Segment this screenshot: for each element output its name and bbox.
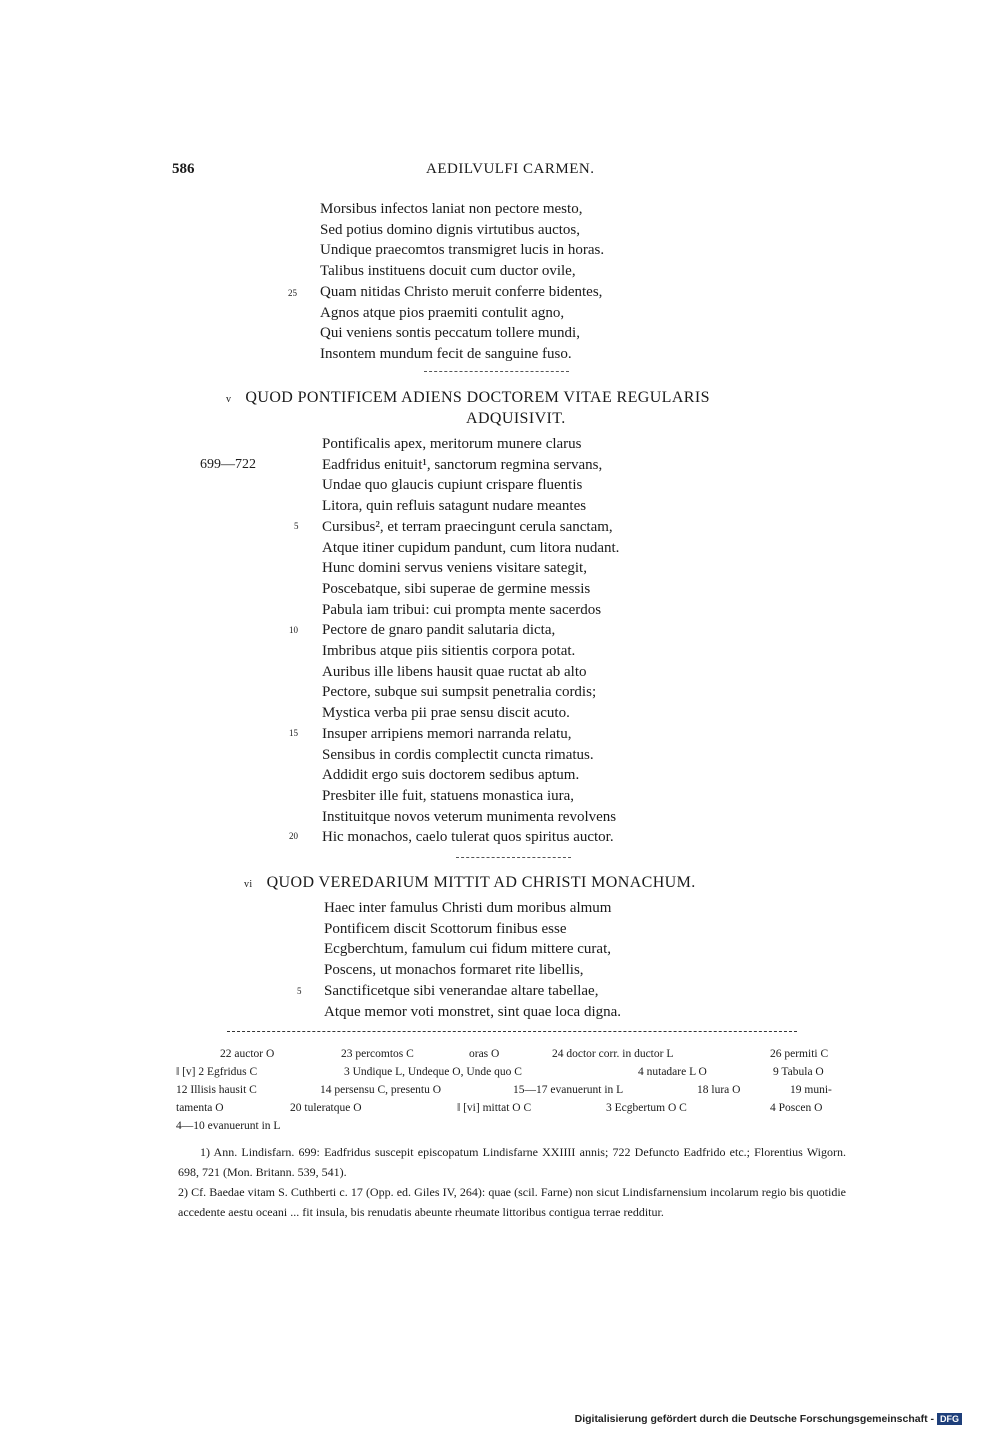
section-v-title-cont: ADQUISIVIT. xyxy=(466,410,566,427)
verse-line: Auribus ille libens hausit quae ructat ab alto xyxy=(322,663,587,680)
verse-block-iv xyxy=(320,199,604,365)
apparatus-entry: 4—10 evanuerunt in L xyxy=(176,1120,281,1132)
section-title-line: QUOD PONTIFICEM ADIENS DOCTOREM VITAE REGULARIS xyxy=(245,389,710,406)
verse-line: Insontem mundum fecit de sanguine fuso. xyxy=(320,345,572,362)
verse-line: Atque itiner cupidum pandunt, cum litora nudant. xyxy=(322,539,620,556)
apparatus-entry: 3 Ecgbertum O C xyxy=(606,1102,687,1114)
verse-block-vi xyxy=(324,898,621,1022)
apparatus-entry: 26 permiti C xyxy=(770,1048,829,1060)
apparatus-entry: 18 lura O xyxy=(697,1084,741,1096)
verse-line: Cursibus², et terram praecingunt cerula sanctam, xyxy=(322,518,613,535)
apparatus-entry: ‖ [v] 2 Egfridus C xyxy=(176,1066,258,1078)
line-number: 20 xyxy=(289,831,298,841)
apparatus-entry: 12 Illisis hausit C xyxy=(176,1084,257,1096)
line-number: 5 xyxy=(294,521,299,531)
verse-block-v xyxy=(322,434,619,848)
apparatus-entry: 4 nutadare L O xyxy=(638,1066,707,1078)
section-numeral: v xyxy=(226,394,232,405)
verse-line: Imbribus atque piis sitientis corpora potat. xyxy=(322,643,576,660)
apparatus-entry: 22 auctor O xyxy=(220,1048,275,1060)
verse-line: Sed potius domino dignis virtutibus auctos, xyxy=(320,221,581,238)
verse-line: Hic monachos, caelo tulerat quos spiritus auctor. xyxy=(322,829,614,846)
verse-line: Insuper arripiens memori narranda relatu, xyxy=(322,725,572,742)
apparatus-entry: 4 Poscen O xyxy=(770,1102,823,1114)
verse-line: Pontificalis apex, meritorum munere clarus xyxy=(322,436,582,452)
section-numeral: vi xyxy=(244,879,253,890)
digitization-footer xyxy=(575,1413,962,1425)
apparatus-entry: 15—17 evanuerunt in L xyxy=(513,1084,624,1096)
verse-line: Pectore, subque sui sumpsit penetralia cordis; xyxy=(322,684,597,701)
verse-line: Atque memor voti monstret, sint quae loca digna. xyxy=(324,1003,622,1020)
margin-date: 699—722 xyxy=(200,457,256,472)
apparatus-entry: 14 persensu C, presentu O xyxy=(320,1084,442,1096)
verse-line: Haec inter famulus Christi dum moribus almum xyxy=(324,900,612,916)
section-title-line: QUOD VEREDARIUM MITTIT AD CHRISTI MONACHUM. xyxy=(266,874,696,891)
section-separator xyxy=(424,371,569,372)
verse-line: Hunc domini servus veniens visitare sategit, xyxy=(322,560,587,577)
apparatus-entry: tamenta O xyxy=(176,1102,224,1114)
apparatus-entry: 3 Undique L, Undeque O, Unde quo C xyxy=(344,1066,522,1078)
running-title: AEDILVULFI CARMEN. xyxy=(426,161,595,177)
dfg-logo: DFG xyxy=(937,1413,962,1425)
section-vi-title xyxy=(244,874,696,892)
verse-line: Qui veniens sontis peccatum tollere mundi, xyxy=(320,325,580,342)
apparatus-entry: 19 muni- xyxy=(790,1084,832,1096)
verse-line: Eadfridus enituit¹, sanctorum regmina servans, xyxy=(322,456,603,473)
verse-line: Talibus instituens docuit cum ductor ovile, xyxy=(320,263,576,280)
verse-line: Addidit ergo suis doctorem sedibus aptum. xyxy=(322,767,580,784)
page-number: 586 xyxy=(172,161,195,177)
verse-line: Poscens, ut monachos formaret rite libellis, xyxy=(324,962,584,979)
verse-line: Quam nitidas Christo meruit conferre bidentes, xyxy=(320,283,603,300)
apparatus-row xyxy=(176,1099,848,1117)
apparatus-entry: 20 tuleratque O xyxy=(290,1102,362,1114)
verse-line: Ecgberchtum, famulum cui fidum mittere curat, xyxy=(324,941,611,958)
critical-apparatus xyxy=(176,1045,848,1135)
verse-line: Poscebatque, sibi superae de germine messis xyxy=(322,580,591,597)
verse-line: Instituitque novos veterum munimenta revolvens xyxy=(322,808,617,825)
line-number: 10 xyxy=(289,625,298,635)
apparatus-row xyxy=(176,1045,848,1063)
verse-line: Litora, quin refluis satagunt nudare meantes xyxy=(322,498,587,515)
apparatus-entry: 24 doctor corr. in ductor L xyxy=(552,1048,674,1060)
section-v-title xyxy=(226,389,710,407)
verse-line: Undae quo glaucis cupiunt crispare fluentis xyxy=(322,477,583,494)
footnote-2: 2) Cf. Baedae vitam S. Cuthberti c. 17 (Opp. ed. Giles IV, 264): quae (scil. Farne) non sicut Lindisfarnensium incolarum regio bis quotidie accedente aestu oceani ... fit insula, bis renudatis abeunte rheumate littoribus contigua terrae redditur. xyxy=(178,1185,846,1219)
verse-line: Agnos atque pios praemiti contulit agno, xyxy=(320,304,565,321)
verse-line: Sensibus in cordis complectit cuncta rimatus. xyxy=(322,746,594,763)
apparatus-entry: ‖ [vi] mittat O C xyxy=(457,1102,532,1114)
verse-line: Morsibus infectos laniat non pectore mesto, xyxy=(320,201,583,217)
section-separator xyxy=(456,857,571,858)
apparatus-entry: oras O xyxy=(469,1048,500,1060)
verse-line: Pectore de gnaro pandit salutaria dicta, xyxy=(322,622,556,639)
footnote-1: 1) Ann. Lindisfarn. 699: Eadfridus suscepit episcopatum Lindisfarne XXIIII annis; 722 Defuncto Eadfrido etc.; Florentius Wigorn. 698, 721 (Mon. Britann. 539, 541). xyxy=(178,1145,846,1179)
apparatus-row xyxy=(176,1081,848,1099)
footnotes xyxy=(178,1142,846,1222)
verse-line: Sanctificetque sibi venerandae altare tabellae, xyxy=(324,982,599,999)
verse-line: Mystica verba pii prae sensu discit acuto. xyxy=(322,705,570,722)
verse-line: Pabula iam tribui: cui prompta mente sacerdos xyxy=(322,601,602,618)
verse-line: Pontificem discit Scottorum finibus esse xyxy=(324,920,567,937)
line-number: 15 xyxy=(289,728,298,738)
verse-line: Undique praecomtos transmigret lucis in horas. xyxy=(320,242,605,259)
line-number: 5 xyxy=(297,986,302,996)
apparatus-entry: 23 percomtos C xyxy=(341,1048,414,1060)
apparatus-rule xyxy=(227,1031,797,1032)
footer-text: Digitalisierung gefördert durch die Deutsche Forschungsgemeinschaft - xyxy=(574,1413,934,1425)
apparatus-row xyxy=(176,1117,848,1135)
verse-line: Presbiter ille fuit, statuens monastica iura, xyxy=(322,787,575,804)
line-number: 25 xyxy=(288,288,297,298)
apparatus-entry: 9 Tabula O xyxy=(773,1066,824,1078)
apparatus-row xyxy=(176,1063,848,1081)
